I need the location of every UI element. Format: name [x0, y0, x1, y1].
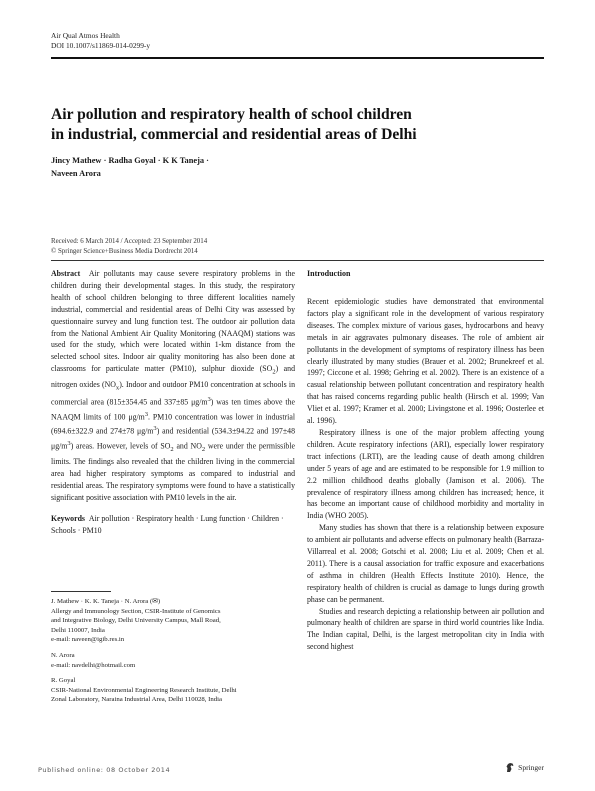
authors-line-1: Jincy Mathew · Radha Goyal · K K Taneja ·: [51, 156, 209, 165]
affiliation-line: R. Goyal: [51, 677, 76, 685]
abstract-text: ) and nitrogen oxides (NO: [51, 364, 295, 389]
affiliation-block: [51, 597, 295, 645]
affiliation-line: Delhi 110007, India: [51, 626, 105, 634]
abstract-sup: 3: [207, 396, 211, 404]
received-dates: Received: 6 March 2014 / Accepted: 23 September 2014: [51, 238, 208, 245]
abstract-sub: 2: [201, 445, 206, 453]
abstract: [51, 268, 295, 503]
abstract-text: . PM10 concentration was lower in industrial (694.6±322.9 and 274±78 μg/m: [51, 412, 295, 436]
affiliation-line: Zonal Laboratory, Naraina Industrial Area, Delhi 110028, India: [51, 696, 223, 704]
introduction-heading: Introduction: [307, 269, 351, 278]
affiliation-block: [51, 651, 295, 670]
title-line-1: Air pollution and respiratory health of school children: [51, 106, 412, 123]
intro-paragraph: Recent epidemiologic studies have demonstrated that environmental factors play a significant role in the development of various respiratory diseases. The complex mixture of various gases, hydrocarbons and heavy metals in air aggravates pulmonary diseases. The role of ambient air pollutants in the development of symptoms of respiratory illness has been clearly illustrated by many studies (Brauer et al. 2002; Brunekreef et al. 1997; Ciccone et al. 1998; Gehring et al. 2002). There is an existence of a casual relationship between pollutant concentration and respiratory health that has raised concerns regarding public health (Hirsch et al. 1999; Van Vliet et al. 1997; Kramer et al. 2000; Livingstone et al. 1996; Oosterlee et al. 1996).: [307, 297, 544, 426]
abstract-sup: 3: [144, 410, 149, 418]
publisher-mark: [505, 762, 544, 773]
abstract-sub: 2: [272, 368, 276, 376]
introduction-body: [307, 296, 544, 653]
abstract-sub: x: [115, 384, 120, 392]
abstract-sup: 3: [67, 439, 71, 447]
email-link[interactable]: e-mail: navdelhi@hotmail.com: [51, 661, 136, 669]
publisher-name: Springer: [518, 763, 544, 772]
abstract-text: Air pollutants may cause severe respiratory problems in the children during their developmental stages. In this study, the respiratory health of school children belonging to three different localities namely industrial, commercial and residential areas of Delhi City was assessed by questionnaire survey and lung function test. The outdoor air pollution data from the National Ambient Air Quality Monitoring (NAAQM) stations was used for the study, which were located within 1-km distance from the selected school sites. Indoor air quality monitoring has also been done at classrooms for particulate matter (PM10), sulphur dioxide (SO: [51, 269, 295, 374]
section-rule: [51, 260, 544, 261]
author-list: [51, 155, 311, 180]
header-rule: [51, 57, 544, 59]
abstract-text: ) areas. However, levels of SO: [70, 441, 171, 451]
left-column: [51, 268, 295, 537]
springer-horse-logo-icon: [505, 762, 515, 773]
intro-paragraph: Many studies has shown that there is a relationship between exposure to ambient air pollutants and adverse effects on pulmonary health (Barraza-Villarreal et al. 2008; Gotschi et al. 2008; Liu et al. 2009; Chen et al. 2011). There is a causal association for traffic exposure and exacerbations of asthma in children (Health Effects Institute 2010). Hence, the respiratory health of children is crucial as damage to lungs during growth phase can be permanent.: [307, 523, 544, 604]
affiliation-line: N. Arora: [51, 651, 75, 659]
affiliation-rule: [51, 591, 111, 592]
authors-line-2: Naveen Arora: [51, 168, 101, 178]
journal-name: Air Qual Atmos Health: [51, 31, 120, 40]
keywords-label: Keywords: [51, 514, 85, 524]
email-link[interactable]: e-mail: naveen@igib.res.in: [51, 636, 125, 644]
copyright-line: © Springer Science+Business Media Dordrecht 2014: [51, 248, 198, 255]
abstract-sup: 3: [153, 425, 157, 433]
affiliation-line: J. Mathew · K. K. Taneja · N. Arora (✉): [51, 598, 161, 605]
abstract-label: Abstract: [51, 269, 81, 278]
intro-paragraph: Respiratory illness is one of the major problem affecting young children. Acute respiratory infections (ARI), especially lower respiratory tract infections (LRTI), are the leading cause of death among children under 5 years of age and are estimated to be responsible for 1.9 million to 2.2 million childhood deaths globally (Jamison et al. 2006). The prevalence of respiratory illness among children has increased; hence, it has become an important cause of childhood morbidity and mortality in India (WHO 2005).: [307, 427, 544, 521]
abstract-sub: 2: [170, 445, 174, 453]
published-online: Published online: 08 October 2014: [38, 766, 171, 774]
right-column: [307, 268, 544, 653]
affiliation-line: CSIR-National Environmental Engineering Research Institute, Delhi: [51, 686, 237, 694]
running-header: [51, 31, 150, 51]
abstract-text: ) was ten times above the NAAQM limits of 100 μg/m: [51, 397, 295, 422]
keywords: [51, 513, 295, 537]
abstract-text: ). Indoor and outdoor PM10 concentration at schools in commercial area (815±354.45 and 337±85 μg/m: [51, 379, 295, 407]
abstract-text: were under the permissible limits. The findings also revealed that the children living in the commercial area had higher respiratory symptoms as compared to industrial and residential areas. The respiratory symptoms were found to have a statistically significant positive association with PM10 levels in the air.: [51, 441, 295, 502]
affiliation-block: [51, 676, 295, 705]
paper-title: [51, 105, 551, 144]
affiliation-line: Allergy and Immunology Section, CSIR-Institute of Genomics: [51, 607, 221, 615]
keywords-text: Air pollution · Respiratory health · Lung function · Children · Schools · PM10: [51, 514, 284, 536]
affiliations: [51, 597, 295, 711]
abstract-text: and NO: [173, 441, 202, 451]
title-line-2: in industrial, commercial and residential areas of Delhi: [51, 125, 417, 143]
doi: DOI 10.1007/s11869-014-0299-y: [51, 41, 151, 50]
received-info: [51, 237, 207, 257]
abstract-text: ) and residential (534.3±94.22 and 197±48 μg/m: [51, 426, 295, 451]
intro-paragraph: Studies and research depicting a relationship between air pollution and pulmonary health of children are sparse in third world countries like India. The Indian capital, Delhi, is the largest metropolitan city in India with second highest: [307, 606, 544, 652]
affiliation-line: and Integrative Biology, Delhi University Campus, Mall Road,: [51, 617, 221, 625]
